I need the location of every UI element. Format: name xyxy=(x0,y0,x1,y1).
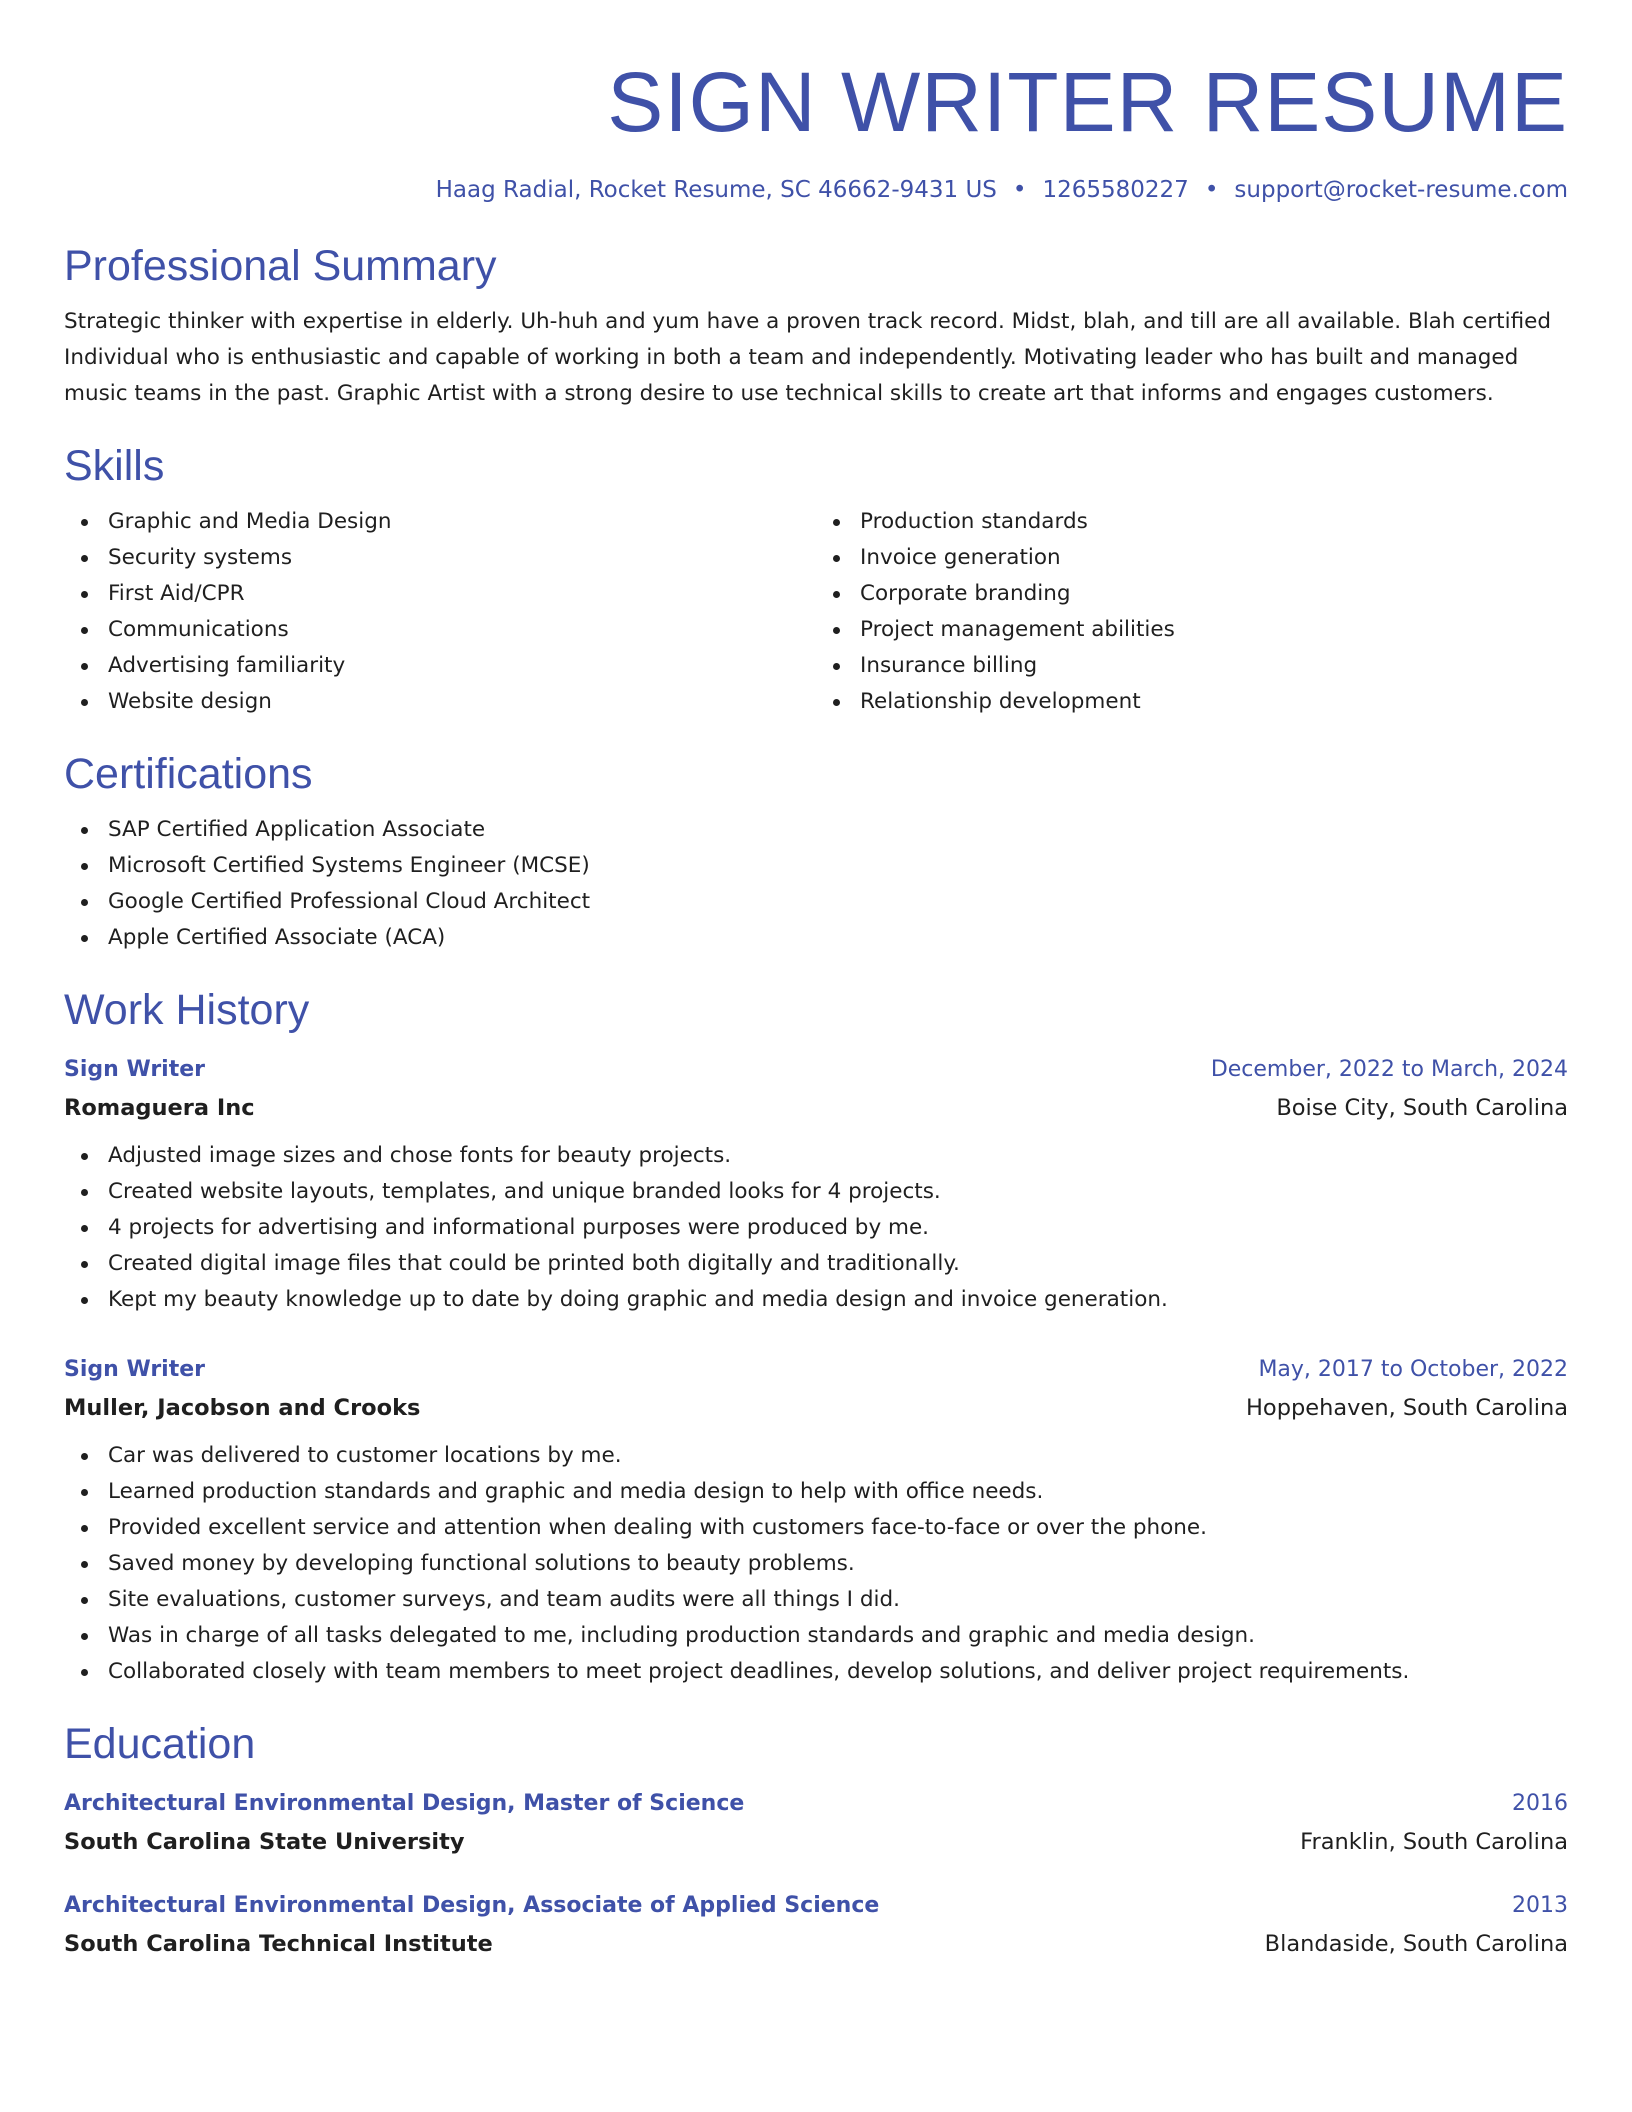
job-duties-list xyxy=(64,1438,1568,1690)
skill-item: Project management abilities xyxy=(816,612,1568,648)
job-duty: Site evaluations, customer surveys, and team audits were all things I did. xyxy=(64,1582,1568,1618)
job-duty: Created website layouts, templates, and unique branded looks for 4 projects. xyxy=(64,1174,1568,1210)
education-degree: Architectural Environmental Design, Master of Science xyxy=(64,1791,745,1816)
job-duty: Adjusted image sizes and chose fonts for beauty projects. xyxy=(64,1138,1568,1174)
education-degree-row xyxy=(64,1786,1568,1822)
job-entry xyxy=(64,1352,1568,1690)
skills-list-right xyxy=(816,504,1568,720)
job-duty: Saved money by developing functional solutions to beauty problems. xyxy=(64,1546,1568,1582)
skills-heading: Skills xyxy=(64,442,165,490)
certifications-heading: Certifications xyxy=(64,750,313,798)
skill-item: Insurance billing xyxy=(816,648,1568,684)
skills-list-left xyxy=(64,504,816,720)
job-duties-list xyxy=(64,1138,1568,1318)
job-location: Boise City, South Carolina xyxy=(1276,1095,1568,1121)
job-header-row xyxy=(64,1052,1568,1088)
work-history-heading: Work History xyxy=(64,986,310,1034)
skill-item: Security systems xyxy=(64,540,816,576)
job-location: Hoppehaven, South Carolina xyxy=(1246,1395,1568,1421)
skill-item: Invoice generation xyxy=(816,540,1568,576)
job-company: Romaguera Inc xyxy=(64,1095,255,1121)
skills-grid xyxy=(64,492,1568,720)
job-dates: December, 2022 to March, 2024 xyxy=(1210,1057,1568,1082)
job-duty: Car was delivered to customer locations by me. xyxy=(64,1438,1568,1474)
contact-phone[interactable]: 1265580227 xyxy=(1042,177,1189,203)
job-duty: Was in charge of all tasks delegated to me, including production standards and graphic and media design. xyxy=(64,1618,1568,1654)
job-duty: Created digital image files that could be printed both digitally and traditionally. xyxy=(64,1246,1568,1282)
contact-address: Haag Radial, Rocket Resume, SC 46662-9431 US xyxy=(435,177,997,203)
job-duty: Kept my beauty knowledge up to date by doing graphic and media design and invoice generation. xyxy=(64,1282,1568,1318)
education-entry xyxy=(64,1888,1568,1964)
job-duty: 4 projects for advertising and informational purposes were produced by me. xyxy=(64,1210,1568,1246)
job-dates: May, 2017 to October, 2022 xyxy=(1258,1357,1568,1382)
education-year: 2013 xyxy=(1512,1893,1568,1918)
education-heading: Education xyxy=(64,1720,256,1768)
summary-text: Strategic thinker with expertise in elderly. Uh-huh and yum have a proven track record. Midst, blah, and till are all available. Blah certified Individual who is enthusiastic and capable of working in both a team and independently. Motivating leader who has built and managed music teams in the past. Graphic Artist with a strong desire to use technical skills to create art that informs and engages customers. xyxy=(64,309,1552,406)
contact-email[interactable]: support@rocket-resume.com xyxy=(1234,177,1568,203)
education-location: Franklin, South Carolina xyxy=(1300,1829,1568,1855)
summary-heading: Professional Summary xyxy=(64,242,497,290)
education-location: Blandaside, South Carolina xyxy=(1264,1931,1568,1957)
skill-item: Advertising familiarity xyxy=(64,648,816,684)
education-entry xyxy=(64,1786,1568,1862)
job-duty: Learned production standards and graphic and media design to help with office needs. xyxy=(64,1474,1568,1510)
job-company-row xyxy=(64,1088,1568,1128)
certification-item: Microsoft Certified Systems Engineer (MCSE) xyxy=(64,848,1568,884)
job-duty: Provided excellent service and attention when dealing with customers face-to-face or over the phone. xyxy=(64,1510,1568,1546)
job-header-row xyxy=(64,1352,1568,1388)
education-school-row xyxy=(64,1822,1568,1862)
contact-line xyxy=(64,174,1568,206)
resume-title: SIGN WRITER RESUME xyxy=(607,55,1568,149)
skill-item: Corporate branding xyxy=(816,576,1568,612)
job-duty: Collaborated closely with team members to meet project deadlines, develop solutions, and deliver project requirements. xyxy=(64,1654,1568,1690)
certification-item: Apple Certified Associate (ACA) xyxy=(64,920,1568,956)
job-role: Sign Writer xyxy=(64,1357,206,1382)
skill-item: Relationship development xyxy=(816,684,1568,720)
education-year: 2016 xyxy=(1512,1791,1568,1816)
education-degree: Architectural Environmental Design, Associate of Applied Science xyxy=(64,1893,880,1918)
certification-item: Google Certified Professional Cloud Architect xyxy=(64,884,1568,920)
job-company-row xyxy=(64,1388,1568,1428)
certification-item: SAP Certified Application Associate xyxy=(64,812,1568,848)
skill-item: Production standards xyxy=(816,504,1568,540)
education-school: South Carolina Technical Institute xyxy=(64,1931,493,1957)
job-role: Sign Writer xyxy=(64,1057,206,1082)
contact-separator: • xyxy=(1012,177,1027,203)
skill-item: Communications xyxy=(64,612,816,648)
skill-item: First Aid/CPR xyxy=(64,576,816,612)
education-school: South Carolina State University xyxy=(64,1829,465,1855)
skill-item: Website design xyxy=(64,684,816,720)
skill-item: Graphic and Media Design xyxy=(64,504,816,540)
education-school-row xyxy=(64,1924,1568,1964)
education-degree-row xyxy=(64,1888,1568,1924)
job-entry xyxy=(64,1052,1568,1318)
job-company: Muller, Jacobson and Crooks xyxy=(64,1395,421,1421)
certifications-list xyxy=(64,812,1568,956)
contact-separator: • xyxy=(1204,177,1219,203)
